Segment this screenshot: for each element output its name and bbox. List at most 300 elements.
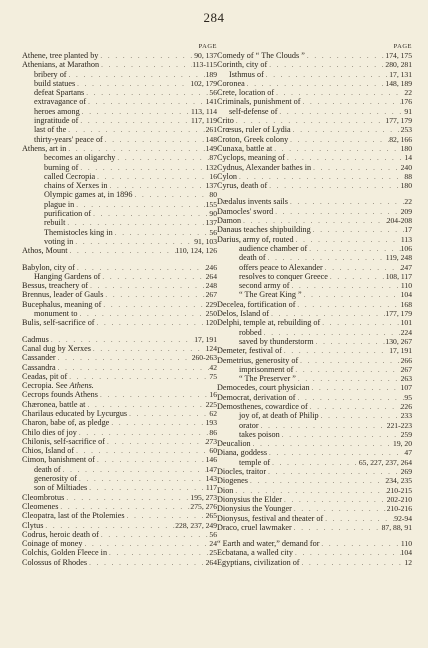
index-entry-term: generosity of bbox=[34, 474, 77, 484]
index-entry bbox=[217, 309, 412, 318]
dot-leader bbox=[314, 338, 386, 346]
index-entry bbox=[217, 60, 412, 69]
index-entry bbox=[22, 344, 217, 353]
index-entry-term: Diocles, traitor bbox=[217, 467, 267, 477]
index-entry-pages: 266 bbox=[400, 355, 412, 365]
dot-leader bbox=[127, 410, 209, 418]
index-entry bbox=[22, 79, 217, 88]
index-entry-term: Chios, Island of bbox=[22, 446, 75, 456]
dot-leader bbox=[295, 301, 400, 309]
dot-leader bbox=[302, 291, 401, 299]
index-entry-pages: 91, 103 bbox=[194, 236, 217, 246]
index-entry bbox=[217, 216, 412, 225]
index-entry-term: resolves to conquer Greece bbox=[239, 271, 328, 281]
index-entry-term: Athenians, at Marathon bbox=[22, 60, 100, 70]
index-entry-term: Bessus, treachery of bbox=[22, 281, 89, 291]
dot-leader bbox=[293, 366, 400, 374]
index-entry bbox=[22, 465, 217, 474]
index-entry bbox=[22, 474, 217, 483]
dot-leader bbox=[320, 319, 400, 327]
dot-leader bbox=[267, 182, 400, 190]
dot-leader bbox=[262, 329, 401, 337]
index-entry-term: Cyrus, death of bbox=[217, 181, 268, 191]
dot-leader bbox=[98, 52, 194, 60]
dot-leader bbox=[109, 419, 205, 427]
index-entry-pages: 60 bbox=[209, 446, 217, 456]
index-entry-pages: 248 bbox=[205, 281, 217, 291]
index-entry-pages: 259 bbox=[400, 429, 412, 439]
dot-leader bbox=[295, 394, 404, 402]
index-entry-term: Cyclops, meaning of bbox=[217, 153, 285, 163]
index-entry-pages: 267 bbox=[205, 290, 217, 300]
index-entry-term: imprisonment of bbox=[239, 364, 294, 374]
index-entry-pages: 193 bbox=[205, 418, 217, 428]
index-entry-pages: 17 bbox=[404, 225, 412, 235]
dot-leader bbox=[105, 438, 206, 446]
index-entry bbox=[217, 144, 412, 153]
index-entry bbox=[217, 486, 412, 495]
index-entry-pages: 267 bbox=[400, 364, 412, 374]
index-entry bbox=[217, 225, 412, 234]
index-entry-term: Chæronea, battle at bbox=[22, 399, 86, 409]
index-entry-pages: 119, 248 bbox=[385, 253, 412, 263]
dot-leader bbox=[113, 229, 210, 237]
dot-leader bbox=[285, 154, 404, 162]
dot-leader bbox=[248, 477, 385, 485]
dot-leader bbox=[61, 466, 206, 474]
index-entry bbox=[217, 558, 412, 567]
index-entry-pages: 113-115 bbox=[192, 60, 217, 70]
index-entry-pages: 56 bbox=[209, 227, 217, 237]
index-entry-term: Cylon bbox=[217, 171, 238, 181]
dot-leader bbox=[74, 447, 209, 455]
index-entry-term: Deucalion bbox=[217, 439, 251, 449]
dot-leader bbox=[311, 164, 400, 172]
index-entry-term: Cleopatra, last of the Ptolemies bbox=[22, 511, 125, 521]
index-entry-pages: 75 bbox=[209, 371, 217, 381]
index-entry-term: self-defense of bbox=[229, 106, 278, 116]
index-entry-pages: 253 bbox=[400, 125, 412, 135]
index-entry-pages: 143 bbox=[205, 474, 217, 484]
index-entry-term: Diana, goddess bbox=[217, 448, 268, 458]
index-entry-pages: 91 bbox=[404, 106, 412, 116]
index-entry-term: chains of Xerxes in bbox=[44, 181, 108, 191]
index-entry bbox=[22, 263, 217, 272]
index-entry-term: heroes among bbox=[34, 106, 80, 116]
dot-leader bbox=[267, 61, 385, 69]
index-entry-term: Democrat, derivation of bbox=[217, 392, 296, 402]
dot-leader bbox=[78, 164, 205, 172]
index-entry-pages: 233 bbox=[400, 411, 412, 421]
index-entry bbox=[217, 393, 412, 402]
index-entry-term: audience chamber of bbox=[239, 243, 308, 253]
index-entry bbox=[217, 244, 412, 253]
index-entry-term: Dionysus, festival and theater of bbox=[217, 513, 324, 523]
dot-leader bbox=[75, 264, 206, 272]
dot-leader bbox=[241, 217, 387, 225]
index-entry-term: called Cecropia bbox=[44, 171, 96, 181]
index-entry-term: Olympic games at, in 1896 bbox=[44, 190, 133, 200]
index-entry-term: voting in bbox=[44, 236, 74, 246]
dot-leader bbox=[267, 449, 404, 457]
index-entry-pages: 95 bbox=[404, 392, 412, 402]
index-entry bbox=[22, 437, 217, 446]
index-entry bbox=[217, 207, 412, 216]
index-entry-pages: 87 bbox=[209, 153, 217, 163]
index-entry-term: Babylon, city of bbox=[22, 262, 75, 272]
dot-leader bbox=[100, 273, 205, 281]
index-entry-term: Corinth, city of bbox=[217, 60, 268, 70]
index-entry bbox=[217, 135, 412, 144]
index-entry-term: Cecropia. See Athens. bbox=[22, 381, 94, 391]
dot-leader bbox=[328, 273, 386, 281]
index-entry bbox=[217, 374, 412, 383]
index-entry-pages: 202-210 bbox=[386, 494, 412, 504]
index-entry bbox=[22, 200, 217, 209]
index-entry bbox=[217, 300, 412, 309]
index-entry-term: Dionysius the Elder bbox=[217, 494, 283, 504]
dot-leader bbox=[270, 459, 359, 467]
index-entry-pages: 224 bbox=[400, 327, 412, 337]
dot-leader bbox=[282, 496, 387, 504]
index-entry-term: Bulis, self-sacrifice of bbox=[22, 318, 95, 328]
index-entry bbox=[22, 400, 217, 409]
dot-leader bbox=[68, 247, 176, 255]
dot-leader bbox=[280, 431, 401, 439]
index-entry-term: joy of, at death of Philip bbox=[239, 411, 319, 421]
index-entry-pages: 195, 273 bbox=[190, 492, 217, 502]
dot-leader bbox=[282, 347, 389, 355]
index-entry-term: Damocles' sword bbox=[217, 206, 274, 216]
index-entry-pages: 210-216 bbox=[386, 504, 412, 514]
index-entry bbox=[217, 163, 412, 172]
index-entry-pages: 263 bbox=[400, 374, 412, 384]
index-entry-term: saved by thunderstorm bbox=[239, 336, 314, 346]
index-entry-term: Dion bbox=[217, 485, 234, 495]
dot-leader bbox=[237, 173, 404, 181]
index-entry bbox=[22, 502, 217, 511]
index-entry bbox=[22, 70, 217, 79]
index-entry-term: build statues bbox=[34, 78, 76, 88]
index-entry-term: Chilo dies of joy bbox=[22, 427, 77, 437]
index-entry bbox=[22, 428, 217, 437]
index-entry bbox=[217, 402, 412, 411]
index-entry bbox=[217, 79, 412, 88]
index-entry bbox=[22, 228, 217, 237]
index-entry-term: death of bbox=[34, 464, 61, 474]
index-entry bbox=[22, 530, 217, 539]
dot-leader bbox=[66, 126, 205, 134]
index-entry bbox=[22, 125, 217, 134]
dot-leader bbox=[300, 98, 400, 106]
index-entry-term: “ The Great King ” bbox=[239, 290, 302, 300]
index-column-right bbox=[217, 42, 412, 567]
dot-leader bbox=[132, 191, 209, 199]
index-entry-pages: 16 bbox=[209, 171, 217, 181]
dot-leader bbox=[311, 226, 405, 234]
index-entry-term: Chilonis, self-sacrifice of bbox=[22, 436, 105, 446]
dot-leader bbox=[291, 126, 401, 134]
index-entry-pages: 210-215 bbox=[386, 485, 412, 495]
index-entry-pages: 137 bbox=[205, 181, 217, 191]
index-entry bbox=[217, 476, 412, 485]
index-entry bbox=[22, 493, 217, 502]
index-entry-pages: 113 bbox=[400, 234, 412, 244]
index-entry-term: “ Earth and water,” demand for bbox=[217, 539, 320, 549]
index-entry-pages: 56 bbox=[209, 88, 217, 98]
index-entry-term: Colossus of Rhodes bbox=[22, 557, 88, 567]
index-entry-pages: 17, 191 bbox=[389, 346, 412, 356]
index-entry-term: becomes an oligarchy bbox=[44, 153, 116, 163]
index-entry bbox=[22, 218, 217, 227]
index-entry bbox=[22, 409, 217, 418]
index-entry-pages: 101 bbox=[400, 318, 412, 328]
index-entry-pages: 174, 175 bbox=[385, 51, 412, 60]
index-entry-pages: 65, 227, 237, 264 bbox=[358, 457, 412, 467]
index-entry-term: burning of bbox=[44, 162, 79, 172]
index-entry-pages: 24 bbox=[209, 539, 217, 549]
index-entry bbox=[22, 558, 217, 567]
index-entry-pages: 225 bbox=[205, 399, 217, 409]
dot-leader bbox=[77, 310, 205, 318]
index-entry-pages: 180 bbox=[400, 181, 412, 191]
index-entry-pages: 155 bbox=[205, 199, 217, 209]
index-entry-term: Cleombrotus bbox=[22, 492, 65, 502]
index-entry-term: last of the bbox=[34, 125, 67, 135]
dot-leader bbox=[91, 345, 206, 353]
index-entry-pages: 221-223 bbox=[386, 420, 412, 430]
index-entry bbox=[217, 458, 412, 467]
index-entry bbox=[22, 353, 217, 362]
index-entry-pages: 25 bbox=[209, 548, 217, 558]
index-entry-pages: 148, 189 bbox=[385, 78, 412, 88]
index-entry bbox=[217, 421, 412, 430]
index-entry-pages: 269 bbox=[400, 467, 412, 477]
dot-leader bbox=[78, 117, 191, 125]
dot-leader bbox=[245, 80, 386, 88]
index-entry-term: Cassander bbox=[22, 353, 56, 363]
index-entry-pages: 176 bbox=[400, 97, 412, 107]
index-entry bbox=[22, 309, 217, 318]
index-entry bbox=[22, 153, 217, 162]
index-entry bbox=[217, 318, 412, 327]
dot-leader bbox=[77, 475, 206, 483]
index-entry-pages: 273 bbox=[205, 436, 217, 446]
dot-leader bbox=[66, 145, 205, 153]
index-column-left bbox=[22, 42, 217, 567]
dot-leader bbox=[82, 540, 209, 548]
index-entry bbox=[217, 411, 412, 420]
dot-leader bbox=[319, 540, 400, 548]
index-entry-term: son of Miltiades bbox=[34, 483, 88, 493]
index-entry-term: Danaus teaches shipbuilding bbox=[217, 225, 311, 235]
index-entry-term: ingratitude of bbox=[34, 116, 79, 126]
index-entry-term: Athos, Mount bbox=[22, 246, 68, 256]
index-entry-term: Coinage of money bbox=[22, 539, 83, 549]
index-entry bbox=[217, 495, 412, 504]
index-entry-term: defeat Spartans bbox=[34, 88, 85, 98]
index-entry bbox=[22, 483, 217, 492]
index-entry bbox=[217, 153, 412, 162]
dot-leader bbox=[264, 71, 389, 79]
index-entry bbox=[217, 439, 412, 448]
index-entry-pages: 22 bbox=[404, 88, 412, 98]
index-entry-pages: 240 bbox=[400, 162, 412, 172]
index-entry-pages: 147 bbox=[205, 464, 217, 474]
index-entry-term: Cleomenes bbox=[22, 501, 59, 511]
index-entry-term: Cecrops founds Athens bbox=[22, 390, 98, 400]
index-entry-pages: 132 bbox=[205, 162, 217, 172]
index-entry bbox=[217, 281, 412, 290]
index-entry bbox=[22, 539, 217, 548]
index-entry-term: Brennus, leader of Gauls bbox=[22, 290, 104, 300]
index-entry-term: Demosthenes, cowardice of bbox=[217, 401, 308, 411]
index-entry-pages: 17, 131 bbox=[389, 69, 412, 79]
index-entry bbox=[22, 190, 217, 199]
index-entry bbox=[22, 181, 217, 190]
dot-leader bbox=[67, 373, 209, 381]
index-entry-term: Cimon, banishment of bbox=[22, 455, 95, 465]
index-entry bbox=[22, 335, 217, 344]
index-entry-term: Isthmus of bbox=[229, 69, 264, 79]
dot-leader bbox=[73, 238, 194, 246]
index-entry-term: orator bbox=[239, 420, 259, 430]
index-entry bbox=[22, 281, 217, 290]
dot-leader bbox=[277, 108, 404, 116]
index-entry bbox=[22, 290, 217, 299]
index-entry-pages: 247 bbox=[400, 262, 412, 272]
index-entry-term: Egyptians, civilization of bbox=[217, 557, 300, 567]
index-entry bbox=[22, 172, 217, 181]
index-entry-pages: 90, 137 bbox=[194, 51, 217, 60]
dot-leader bbox=[272, 145, 400, 153]
index-entry-term: offers peace to Alexander bbox=[239, 262, 323, 272]
index-entry bbox=[22, 107, 217, 116]
index-entry-pages: 124 bbox=[205, 343, 217, 353]
index-entry bbox=[22, 163, 217, 172]
index-entry-term: monument to bbox=[34, 309, 78, 319]
index-entry-pages: 87, 88, 91 bbox=[381, 522, 412, 532]
index-entry bbox=[217, 181, 412, 190]
index-entry-pages: 228, 237, 249 bbox=[175, 520, 217, 530]
index-entry-pages: 102, 179 bbox=[190, 78, 217, 88]
dot-leader bbox=[67, 71, 206, 79]
dot-leader bbox=[80, 108, 191, 116]
index-entry-pages: 117 bbox=[205, 483, 217, 493]
dot-leader bbox=[88, 282, 205, 290]
dot-leader bbox=[84, 89, 209, 97]
dot-leader bbox=[308, 403, 401, 411]
index-entry bbox=[217, 172, 412, 181]
dot-leader bbox=[99, 61, 192, 69]
dot-leader bbox=[274, 89, 404, 97]
index-entry bbox=[217, 272, 412, 281]
dot-leader bbox=[319, 412, 401, 420]
index-entry-term: Charilaus educated by Lycurgus bbox=[22, 408, 128, 418]
index-entry-pages: 92-94 bbox=[394, 513, 412, 523]
dot-leader bbox=[266, 254, 386, 262]
index-entry-pages: 189 bbox=[205, 69, 217, 79]
index-entry-pages: 180 bbox=[400, 143, 412, 153]
index-entry-term: Ecbatana, a walled city bbox=[217, 548, 293, 558]
dot-leader bbox=[98, 391, 209, 399]
index-entry-pages: 110, 124, 126 bbox=[175, 246, 217, 256]
index-entry-pages: 42 bbox=[209, 362, 217, 372]
index-entry-pages: 82, 166 bbox=[389, 134, 412, 144]
index-entry-term: temple of bbox=[239, 457, 271, 467]
index-entry bbox=[217, 548, 412, 557]
index-entry-term: Coronea bbox=[217, 78, 245, 88]
index-entry-term: Cassandra bbox=[22, 362, 56, 372]
index-entry-pages: 88 bbox=[404, 171, 412, 181]
dot-leader bbox=[298, 357, 400, 365]
index-entry bbox=[22, 88, 217, 97]
index-entry bbox=[217, 356, 412, 365]
index-entry bbox=[217, 116, 412, 125]
index-entry-term: Draco, cruel lawmaker bbox=[217, 522, 292, 532]
index-entry bbox=[217, 88, 412, 97]
index-entry-pages: 130, 267 bbox=[385, 336, 412, 346]
index-entry-term: Cydnus, Alexander bathes in bbox=[217, 162, 312, 172]
index-entry bbox=[22, 511, 217, 520]
index-entry-term: Crœsus, ruler of Lydia bbox=[217, 125, 291, 135]
index-entry bbox=[217, 448, 412, 457]
index-entry-term: extravagance of bbox=[34, 97, 87, 107]
index-entry bbox=[217, 97, 412, 106]
index-entry-pages: 280, 281 bbox=[385, 60, 412, 70]
column-heading-page: PAGE bbox=[393, 43, 412, 50]
dot-leader bbox=[310, 384, 401, 392]
index-entry-pages: 146 bbox=[205, 455, 217, 465]
dot-leader bbox=[56, 354, 192, 362]
index-entry-term: Charon, babe of, as pledge bbox=[22, 418, 110, 428]
index-entry-term: Colchis, Golden Fleece in bbox=[22, 548, 108, 558]
index-entry bbox=[22, 60, 217, 69]
dot-leader bbox=[56, 364, 210, 372]
index-entry bbox=[217, 346, 412, 355]
dot-leader bbox=[323, 515, 394, 523]
dot-leader bbox=[75, 80, 190, 88]
dot-leader bbox=[269, 310, 385, 318]
dot-leader bbox=[251, 440, 393, 448]
index-entry-term: bribery of bbox=[34, 69, 67, 79]
index-entry bbox=[217, 328, 412, 337]
index-entry-pages: 56 bbox=[209, 529, 217, 539]
index-entry-pages: 19, 20 bbox=[393, 439, 412, 449]
index-entry bbox=[22, 272, 217, 281]
index-entry-pages: 14 bbox=[404, 153, 412, 163]
index-entry-pages: 204-208 bbox=[386, 216, 412, 226]
dot-leader bbox=[91, 210, 209, 218]
dot-leader bbox=[233, 487, 386, 495]
dot-leader bbox=[288, 198, 404, 206]
index-entry bbox=[22, 97, 217, 106]
dot-leader bbox=[86, 98, 206, 106]
dot-leader bbox=[87, 484, 206, 492]
dot-leader bbox=[300, 559, 405, 567]
index-entry-term: Codrus, heroic death of bbox=[22, 529, 99, 539]
index-entry-term: Athene, tree planted by bbox=[22, 51, 99, 60]
dot-leader bbox=[296, 375, 401, 383]
dot-leader bbox=[323, 264, 401, 272]
index-entry-term: Canal dug by Xerxes bbox=[22, 343, 91, 353]
dot-leader bbox=[87, 559, 206, 567]
index-entry-term: takes poison bbox=[239, 429, 280, 439]
index-entry bbox=[217, 253, 412, 262]
index-entry bbox=[22, 135, 217, 144]
index-entry-term: Hanging Gardens of bbox=[34, 271, 101, 281]
dot-leader bbox=[85, 401, 205, 409]
